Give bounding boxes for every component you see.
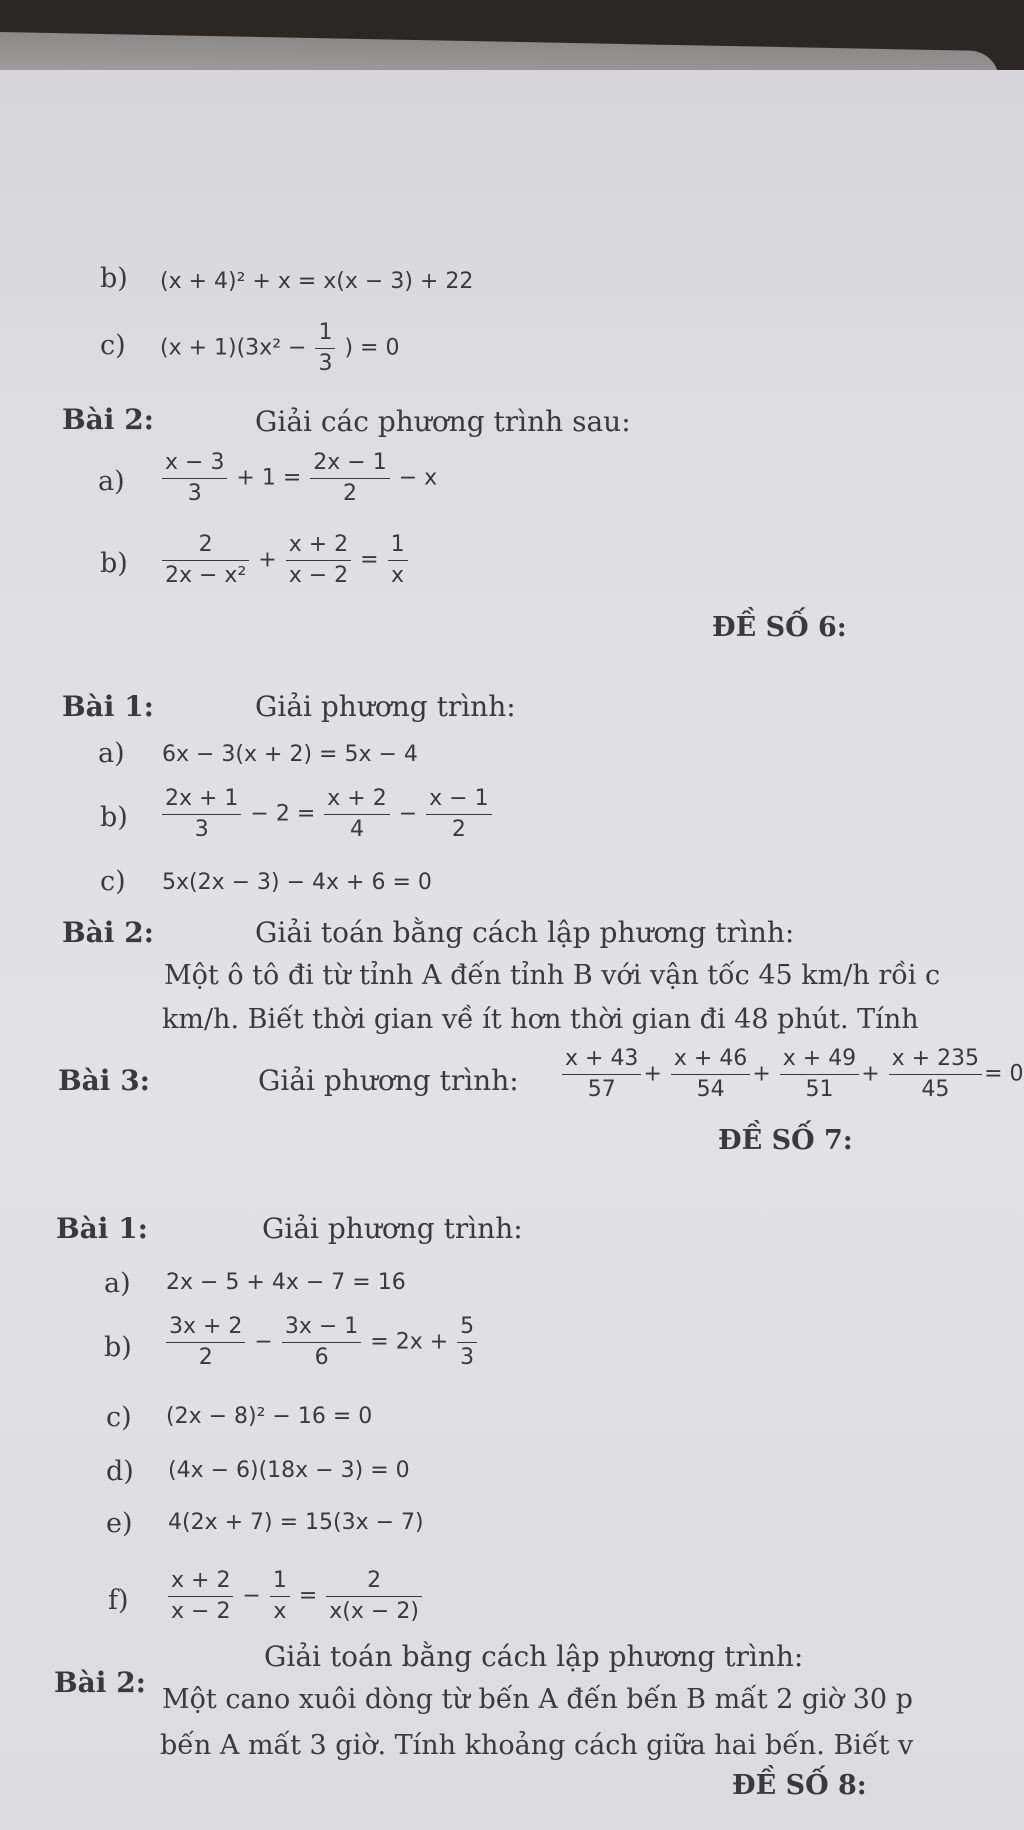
exercise-title: Bài 1: [62,690,155,723]
item-label: a) [104,1268,131,1299]
equation: 4(2x + 7) = 15(3x − 7) [168,1510,424,1535]
equation: (x + 1)(3x² − $\frac{1}{3}$ ) = 0 [160,320,400,376]
paper-sheet [0,70,1024,1830]
exercise-title: Bài 3: [58,1064,151,1097]
exercise-title: Bài 1: [56,1212,149,1245]
problem-text: Một ô tô đi từ tỉnh A đến tỉnh B với vận tốc 45 km/h rồi c [164,960,941,991]
exercise-instruction: Giải phương trình: [258,1064,519,1097]
equation: $\frac{x + 2}{x - 2}$ − $\frac{1}{x}$ = $\frac{2}{x(x - 2)}$ [166,1566,424,1627]
exercise-instruction: Giải phương trình: [255,690,516,723]
problem-text: bến A mất 3 giờ. Tính khoảng cách giữa hai bến. Biết v [160,1730,914,1761]
exercise-instruction: Giải phương trình: [262,1212,523,1245]
exercise-instruction: Giải các phương trình sau: [255,405,631,438]
item-label: b) [104,1332,132,1363]
item-label: f) [108,1585,129,1616]
equation: $\frac{2x + 1}{3}$ − 2 = $\frac{x + 2}{4}$ − $\frac{x - 1}{2}$ [160,784,494,845]
equation: 5x(2x − 3) − 4x + 6 = 0 [162,870,432,895]
item-label: e) [106,1508,133,1539]
equation: 2x − 5 + 4x − 7 = 16 [166,1270,406,1295]
equation: $\frac{2}{\text{2x − x²}}$ + $\frac{x + 2}{x - 2}$ = $\frac{1}{x}$ [160,530,410,591]
item-label: b) [100,548,128,579]
problem-text: Một cano xuôi dòng từ bến A đến bến B mất 2 giờ 30 p [162,1684,913,1715]
test-heading: ĐỀ SỐ 8: [732,1770,867,1801]
equation: 6x − 3(x + 2) = 5x − 4 [162,742,418,767]
exercise-title: Bài 2: [62,403,155,436]
item-label: c) [106,1402,132,1433]
item-label: b) [100,802,128,833]
equation: (4x − 6)(18x − 3) = 0 [168,1458,410,1483]
item-label: b) [100,263,128,294]
item-label: c) [100,866,126,897]
equation: $\frac{x - 3}{3}$ + 1 = $\frac{2x - 1}{2}$ − x [160,448,437,509]
equation: $\frac{x + 43}{57}$ + $\frac{x + 46}{54}$ + $\frac{x + 49}{51}$ + $\frac{x + 235}{45}$ = 0 [560,1044,1024,1105]
item-label: a) [98,466,125,497]
item-label: c) [100,330,126,361]
exercise-title: Bài 2: [54,1666,147,1699]
test-heading: ĐỀ SỐ 6: [712,612,847,643]
equation: (x + 4)² + x = x(x − 3) + 22 [160,269,474,294]
exercise-title: Bài 2: [62,916,155,949]
problem-text: km/h. Biết thời gian về ít hơn thời gian đi 48 phút. Tính [162,1004,919,1035]
equation: (2x − 8)² − 16 = 0 [166,1404,373,1429]
test-heading: ĐỀ SỐ 7: [718,1125,853,1156]
item-label: a) [98,738,125,769]
item-label: d) [106,1456,134,1487]
exercise-instruction: Giải toán bằng cách lập phương trình: [264,1640,804,1673]
exercise-instruction: Giải toán bằng cách lập phương trình: [255,916,795,949]
equation: $\frac{3x + 2}{2}$ − $\frac{3x - 1}{6}$ = 2x + $\frac{5}{3}$ [164,1312,479,1373]
